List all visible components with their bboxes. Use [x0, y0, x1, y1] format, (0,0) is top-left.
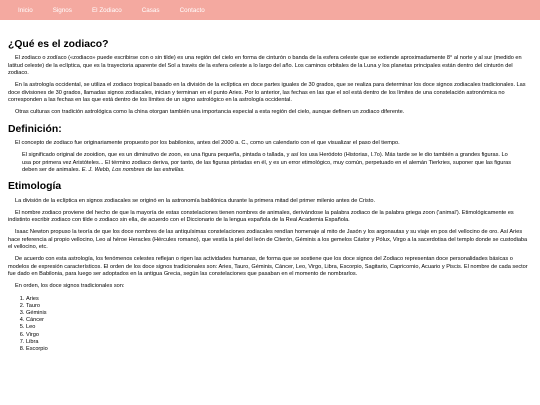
list-item: 1. Aries	[26, 296, 532, 303]
list-item: 6. Virgo	[26, 332, 532, 339]
quote-text: El significado original de zooidion, que es un diminutivo de zoon, es una figura pequeña, pintada o tallada, y así los usa Heródoto (Historias, I.7o). Más tarde se le dio también a grandes figuras. Lo usa por primera vez Aristóteles... El término zodiaco deriva, por tanto, de las figuras pintadas en él, y es un error etimológico, muy común, perpetuado en el alemán Tierkries, suponer que las figuras deben ser de animales.	[22, 152, 512, 173]
paragraph: En la astrología occidental, se utiliza el zodiaco tropical basado en la división de la eclíptica en doce partes iguales de 30 grados, que se realiza para determinar los doce signos zodiacales tradicionales. Las doce divisiones de 30 grados, llamadas signos zodiacales, inician y terminan en el punto Aries. Por lo anterior, las fechas en las que el sol está dentro de los límites de una constelación astronómica no corresponden a las fechas en las que está dentro de los límites de un signo astrológico en la astrología occidental.	[8, 82, 526, 103]
list-item: 8. Escorpio	[26, 346, 532, 353]
paragraph: La división de la eclíptica en signos zodiacales se originó en la astronomía babilónica durante la primera mitad del primer milenio antes de Cristo.	[15, 197, 376, 204]
nav-link-contacto[interactable]: Contacto	[179, 6, 205, 14]
list-item: 4. Cáncer	[26, 317, 532, 324]
list-item: 5. Leo	[26, 324, 532, 331]
paragraph: El concepto de zodiaco fue originariamente propuesto por los babilonios, antes del 2000 a. C., como un calendario con el que visualizar el paso del tiempo.	[15, 139, 400, 146]
section-title-definition: Definición:	[8, 123, 62, 135]
blockquote	[22, 152, 518, 174]
paragraph: De acuerdo con esta astrología, los fenómenos celestes reflejan o rigen las actividades humanas, de forma que se sostiene que los doce signos del Zodiaco representan doce personalidades básicas o modelos de expresión característicos. El orden de los doce signos tradicionales son: Aries, Tauro, Géminis, Cáncer, Leo, Virgo, Libra, Escorpio, Sagitario, Capricornio, Acuario y Piscis. El nombre de cada sector fue dado en Babilonia, para luego ser adoptados en la antigua Grecia, según las constelaciones que pasaban en el momento de nombrarlos.	[8, 256, 528, 277]
nav-link-signos[interactable]: Signos	[52, 6, 72, 14]
list-item: 3. Géminis	[26, 310, 532, 317]
paragraph: El zodiaco o zodíaco («zodiaco» puede escribirse con o sin tilde) es una región del cielo en forma de cinturón o banda de la esfera celeste que se extiende aproximadamente 8° al norte y al sur (medido en latitud celeste) de la eclíptica, que es la trayectoria aparente del Sol a través de la esfera celeste a lo largo del año. Los caminos orbitales de la Luna y los planetas principales están dentro del cinturón del zodiaco.	[8, 55, 522, 77]
quote-citation: E. J. Webb, Los nombres de las estrellas.	[81, 166, 185, 173]
main-content	[0, 39, 540, 353]
paragraph: En orden, los doce signos tradicionales son:	[15, 283, 125, 290]
paragraph: Otras culturas con tradición astrológica como la china otorgan también una importancia especial a esta región del cielo, aunque definen un zodiaco diferente.	[15, 109, 405, 116]
nav-link-casas[interactable]: Casas	[141, 6, 160, 14]
list-item: 2. Tauro	[26, 303, 532, 310]
paragraph: El nombre zodiaco proviene del hecho de que la mayoría de estas constelaciones tienen nombres de animales, derivándose la palabra zodiaco de la palabra griega zoon ('animal'). Etimológicamente es indistinto escribir zodiaco con tilde o zodiaco sin ella, de acuerdo con el Diccionario de la lengua española de la Real Academia Española.	[8, 209, 514, 224]
section-title-etymology: Etimología	[8, 181, 62, 193]
paragraph: Isaac Newton propuso la teoría de que los doce nombres de las antiquísimas constelaciones zodiacales rendían homenaje al mito de Jasón y los argonautas y su viaje en pos del vellocino de oro. Así Aries hace referencia al propio vellocino, Leo al héroe Heracles (Hércules romano), que vestía la piel del león de Citerón, Géminis a los gemelos Cástor y Pólux, Virgo a la sacerdotisa del templo donde se custodiaba el vellocino, etc.	[8, 229, 528, 251]
nav-link-inicio[interactable]: Inicio	[18, 6, 33, 14]
list-item: 7. Libra	[26, 339, 532, 346]
top-navbar	[0, 0, 540, 20]
section-title-what: ¿Qué es el zodiaco?	[8, 39, 109, 50]
signs-list	[8, 296, 532, 354]
nav-link-el-zodiaco[interactable]: El Zodiaco	[91, 6, 122, 14]
